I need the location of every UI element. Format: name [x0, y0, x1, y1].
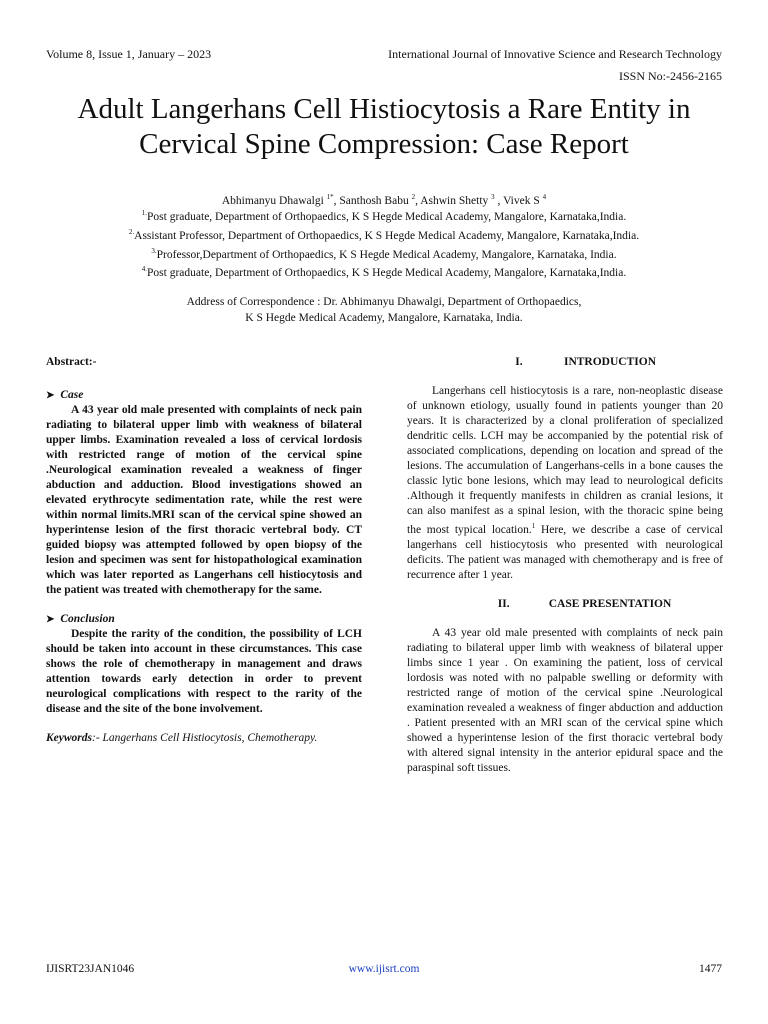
author-sup: 1*: [326, 193, 334, 201]
case-heading: ➤ Case: [46, 389, 84, 401]
journal-volume: Volume 8, Issue 1, January – 2023: [46, 47, 212, 61]
journal-website-link[interactable]: www.ijisrt.com: [348, 963, 420, 975]
author-name: Abhimanyu Dhawalgi: [221, 194, 327, 207]
abstract-label: Abstract:-: [46, 356, 97, 368]
author-sup: 2: [411, 193, 416, 201]
citation-ref: 1: [531, 522, 536, 530]
abstract-case-text: A 43 year old male presented with complaints of neck pain radiating to bilateral upper limb with weakness of bilateral upper limbs. Examination revealed a loss of cervical lordosis with restricted range of motion of the cervical spine .Neurological examination revealed a weakness of finger abduction and adduction. Blood investigations showed an elevated erythrocyte sedimentation rate, while the rest were within normal limits.MRI scan of the cervical spine showed an hyperintense lesion of the first thoracic vertebral body. CT guided biopsy was attempted followed by open biopsy of the lesion and specimen was sent for histopathological examination which was later reported as Langerhans cell histiocytosis and the patient was treated with chemotherapy for the same.: [46, 404, 362, 596]
abstract-column: [46, 355, 362, 746]
author-name: Vivek S: [503, 194, 543, 207]
author-name: Santhosh Babu: [339, 194, 412, 207]
abstract-conclusion-text: Despite the rarity of the condition, the possibility of LCH should be taken into account in these circumstances. This case shows the role of chemotherapy in management and draws attention towards early detection in order to prevent neurological complications with respect to the rarity of the disease and the site of the bone involvement.: [46, 628, 362, 715]
affiliation-list: [30, 206, 738, 281]
conclusion-heading: ➤ Conclusion: [46, 613, 115, 625]
affiliation: $^{1.}$Post graduate, Department of Orthopaedics, K S Hegde Medical Academy, Mangalore, Karnataka,India.: [141, 209, 627, 223]
page-number: 1477: [699, 963, 722, 975]
case-presentation-text: A 43 year old male presented with complaints of neck pain radiating to bilateral upper limb with weakness of bilateral upper limbs since 1 year . On examining the patient, loss of cervical lordosis was noted with no palpable swelling or deformity with restricted range of motion of the cervical spine .Neurological examination revealed a weakness of finger abduction and adduction . Patient presented with an MRI scan of the cervical spine which showed a hyperintense lesion of the first thoracic vertebral body with altered signal intensity in the anterior epidural space and the paraspinal soft tissues.: [407, 626, 723, 774]
journal-issn: ISSN No:-2456-2165: [618, 69, 722, 83]
paper-title: Adult Langerhans Cell Histiocytosis a Rare Entity in Cervical Spine Compression: Case Report: [77, 93, 691, 160]
author-list: Abhimanyu Dhawalgi $^{1*}$, Santhosh Babu $^2$, Ashwin Shetty $^3$ , Vivek S $^4$: [221, 193, 547, 207]
section-heading-case-presentation: II. CASE PRESENTATION: [497, 597, 672, 610]
keywords: Keywords:- Langerhans Cell Histiocytosis, Chemotherapy.: [46, 732, 318, 744]
author-name: Ashwin Shetty: [420, 194, 492, 207]
author-sup: 3: [491, 193, 495, 201]
introduction-text: Langerhans cell histiocytosis is a rare, non-neoplastic disease of unknown etiology, usually found in patients younger than 20 years. It is characterized by a clonal proliferation of specialized dendritic cells. LCH may be accompanied by the potential risk of associated complications, depending on location and spread of the lesions. The accumulation of Langerhans-cells in a bone causes the classic lytic bone lesions, which may lead to neurological deficits .Although it frequently manifests in children as cranial lesions, it can also manifest as a spinal lesion, with the thoracic spine being the most typical location.$^1$ Here, we describe a case of cervical langerhans cell histiocytosis who presented with neurological deficits. The patient was managed with chemotherapy and is free of recurrence after 1 year.: [407, 385, 723, 581]
body-column: [407, 355, 723, 776]
section-heading-introduction: I. INTRODUCTION: [515, 356, 656, 368]
journal-name: International Journal of Innovative Science and Research Technology: [388, 47, 722, 61]
affiliation: $^{4.}$Post graduate, Department of Orthopaedics, K S Hegde Medical Academy, Mangalore, Karnataka,India.: [141, 265, 627, 280]
arrow-bullet-icon: ➤: [46, 390, 55, 401]
author-sup: 4: [542, 193, 547, 201]
arrow-bullet-icon: ➤: [46, 614, 55, 625]
correspondence-address: Address of Correspondence : Dr. Abhimanyu Dhawalgi, Department of Orthopaedics, K S Hegde Medical Academy, Mangalore, Karnataka, India.: [186, 296, 582, 324]
affiliation: $^{3.}$Professor,Department of Orthopaedics, K S Hegde Medical Academy, Mangalore, Karnataka, India.: [151, 246, 617, 261]
article-id: IJISRT23JAN1046: [46, 963, 135, 975]
affiliation: $^{2.}$Assistant Professor, Department of Orthopaedics, K S Hegde Medical Academy, Mangalore, Karnataka,India.: [128, 227, 640, 242]
